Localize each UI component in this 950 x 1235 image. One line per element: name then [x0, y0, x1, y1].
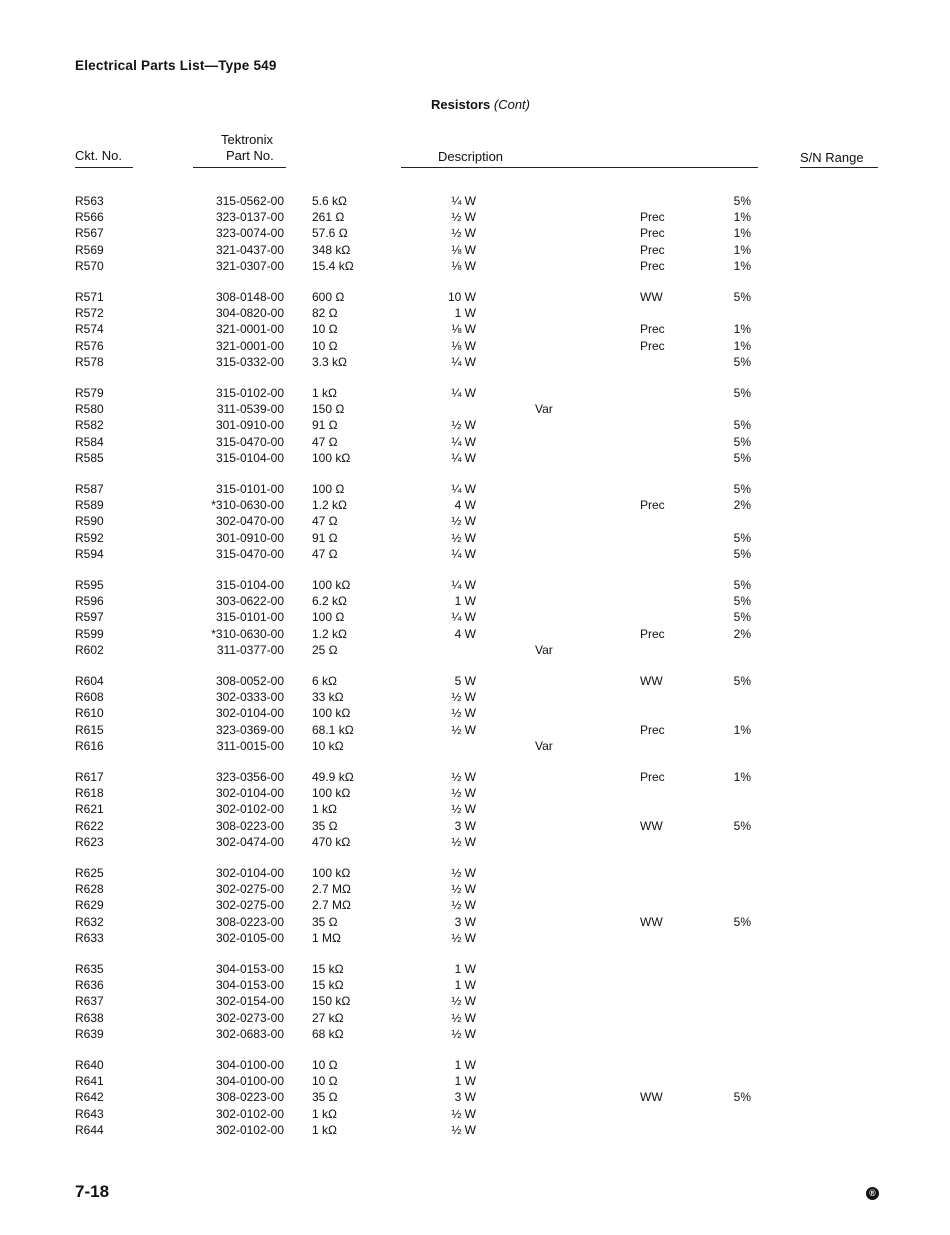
ckt-number: R572: [75, 306, 104, 321]
resistance-value: 6 kΩ: [312, 674, 337, 688]
ckt-number: R590: [75, 514, 104, 529]
part-number: 315-0101-00: [215, 482, 284, 496]
column-header-part-no-line1: Tektronix: [221, 132, 274, 147]
resistance-value: 348 kΩ: [312, 242, 351, 257]
resistance-value: 5.6 kΩ: [312, 194, 347, 208]
resistance-value: 1 kΩ: [312, 802, 337, 817]
column-header-part-no-line2: Part No.: [226, 148, 274, 163]
tolerance: 1%: [733, 722, 751, 737]
ckt-number: R566: [75, 210, 104, 225]
resistor-type: WW: [640, 290, 663, 304]
ckt-number: R597: [75, 610, 104, 625]
part-number: 308-0223-00: [215, 818, 284, 833]
ckt-number: R589: [75, 498, 104, 513]
power-rating: ¼ W: [451, 482, 476, 496]
power-rating: ½ W: [451, 1010, 476, 1025]
tolerance: 5%: [733, 354, 751, 369]
resistance-value: 10 Ω: [312, 338, 338, 353]
resistance-value: 68.1 kΩ: [312, 722, 354, 737]
part-number: 315-0470-00: [215, 434, 284, 449]
part-number: 311-0539-00: [216, 402, 284, 417]
power-rating: 1 W: [454, 978, 476, 993]
tolerance: 5%: [733, 194, 751, 208]
resistance-value: 6.2 kΩ: [312, 594, 347, 609]
tolerance: 5%: [733, 418, 751, 433]
part-number: 302-0102-00: [215, 802, 284, 817]
tolerance: 5%: [733, 434, 751, 449]
ckt-number: R643: [75, 1106, 104, 1121]
tolerance: 5%: [733, 1090, 751, 1105]
part-number: 301-0910-00: [215, 530, 284, 545]
ckt-number: R567: [75, 226, 104, 241]
part-number: 315-0332-00: [215, 354, 284, 369]
resistance-value: 47 Ω: [312, 546, 338, 561]
ckt-number: R633: [75, 930, 104, 945]
resistance-value: 35 Ω: [312, 818, 338, 833]
tolerance: 1%: [733, 338, 751, 353]
part-number: 302-0154-00: [215, 994, 284, 1009]
tolerance: 1%: [733, 210, 751, 225]
part-number: 302-0104-00: [215, 706, 284, 721]
power-rating: ½ W: [451, 834, 476, 849]
power-rating: ½ W: [451, 226, 476, 241]
power-rating: ⅛ W: [451, 338, 476, 353]
ckt-number: R640: [75, 1058, 104, 1072]
ckt-number: R616: [75, 738, 104, 753]
power-rating: 3 W: [454, 818, 476, 833]
tolerance: 2%: [733, 498, 751, 513]
resistance-value: 47 Ω: [312, 514, 338, 529]
part-number: 304-0820-00: [215, 306, 284, 321]
column-rule-sn-range: [800, 167, 878, 168]
part-number: *310-0630-00: [211, 626, 284, 641]
part-number: 302-0275-00: [215, 898, 284, 913]
tolerance: 5%: [733, 546, 751, 561]
part-number: 302-0333-00: [215, 690, 284, 705]
ckt-number: R584: [75, 434, 104, 449]
column-rule-description: [401, 167, 758, 168]
resistance-value: 1 kΩ: [312, 1122, 337, 1137]
page-header-title: Electrical Parts List—Type 549: [75, 58, 277, 73]
resistance-value: 150 kΩ: [312, 994, 351, 1009]
part-number: 315-0104-00: [215, 578, 284, 592]
power-rating: 1 W: [454, 962, 476, 976]
resistance-value: 600 Ω: [312, 290, 345, 304]
power-rating: ½ W: [451, 418, 476, 433]
tolerance: 5%: [733, 610, 751, 625]
resistance-value: 27 kΩ: [312, 1010, 344, 1025]
resistance-value: 91 Ω: [312, 418, 338, 433]
power-rating: ½ W: [451, 866, 476, 880]
ckt-number: R578: [75, 354, 104, 369]
ckt-number: R618: [75, 786, 104, 801]
tolerance: 1%: [733, 322, 751, 337]
resistance-value: 35 Ω: [312, 914, 338, 929]
power-rating: ½ W: [451, 706, 476, 721]
part-number: 315-0101-00: [215, 610, 284, 625]
resistance-value: 2.7 MΩ: [312, 898, 351, 913]
ckt-number: R608: [75, 690, 104, 705]
part-number: 323-0356-00: [215, 770, 284, 784]
part-number: 321-0001-00: [215, 322, 284, 337]
part-number: 315-0562-00: [215, 194, 284, 208]
power-rating: ½ W: [451, 514, 476, 529]
resistance-value: 470 kΩ: [312, 834, 351, 849]
part-number: *310-0630-00: [211, 498, 284, 513]
power-rating: 3 W: [454, 1090, 476, 1105]
resistance-value: 15 kΩ: [312, 978, 344, 993]
part-number: 302-0102-00: [215, 1122, 284, 1137]
resistance-value: 10 Ω: [312, 1058, 338, 1072]
resistance-value: 100 kΩ: [312, 866, 351, 880]
power-rating: 4 W: [454, 626, 476, 641]
part-number: 304-0153-00: [215, 978, 284, 993]
power-rating: ½ W: [451, 802, 476, 817]
part-number: 308-0223-00: [215, 1090, 284, 1105]
power-rating: ¼ W: [451, 194, 476, 208]
part-number: 304-0100-00: [215, 1058, 284, 1072]
resistance-value: 57.6 Ω: [312, 226, 348, 241]
part-number: 315-0470-00: [215, 546, 284, 561]
resistance-value: 35 Ω: [312, 1090, 338, 1105]
part-number: 311-0377-00: [216, 642, 284, 657]
tolerance: 1%: [733, 242, 751, 257]
resistance-value: 100 kΩ: [312, 786, 351, 801]
resistance-value: 10 Ω: [312, 1074, 338, 1089]
power-rating: ½ W: [451, 994, 476, 1009]
power-rating: ¼ W: [451, 546, 476, 561]
resistor-type: WW: [640, 674, 663, 688]
power-rating: ⅛ W: [451, 242, 476, 257]
part-number: 308-0052-00: [215, 674, 284, 688]
power-rating: ¼ W: [451, 450, 476, 465]
power-rating: ½ W: [451, 690, 476, 705]
part-number: 308-0148-00: [215, 290, 284, 304]
power-rating: ¼ W: [451, 354, 476, 369]
ckt-number: R602: [75, 642, 104, 657]
part-number: 321-0307-00: [215, 258, 284, 273]
power-rating: ⅛ W: [451, 322, 476, 337]
ckt-number: R582: [75, 418, 104, 433]
ckt-number: R623: [75, 834, 104, 849]
power-rating: ½ W: [451, 786, 476, 801]
power-rating: ½ W: [451, 1122, 476, 1137]
resistor-type: Prec: [640, 626, 665, 641]
tolerance: 5%: [733, 914, 751, 929]
resistor-type: Prec: [640, 722, 665, 737]
resistance-value: 15 kΩ: [312, 962, 344, 976]
column-rule-ckt-no: [75, 167, 133, 168]
part-number: 321-0001-00: [215, 338, 284, 353]
ckt-number: R641: [75, 1074, 104, 1089]
part-number: 311-0015-00: [216, 738, 284, 753]
part-number: 315-0104-00: [215, 450, 284, 465]
resistor-type: Prec: [640, 338, 665, 353]
part-number: 302-0102-00: [215, 1106, 284, 1121]
tolerance: 5%: [733, 674, 751, 688]
resistance-value: 100 Ω: [312, 610, 345, 625]
resistance-value: 2.7 MΩ: [312, 882, 351, 897]
publisher-logo: ®: [866, 1187, 879, 1200]
power-rating: ½ W: [451, 882, 476, 897]
part-number: 323-0369-00: [215, 722, 284, 737]
power-rating: 3 W: [454, 914, 476, 929]
tolerance: 5%: [733, 450, 751, 465]
section-title: [431, 97, 530, 112]
part-number: 302-0275-00: [215, 882, 284, 897]
power-rating: 1 W: [454, 306, 476, 321]
part-number: 302-0683-00: [215, 1026, 284, 1041]
ckt-number: R632: [75, 914, 104, 929]
ckt-number: R629: [75, 898, 104, 913]
ckt-number: R596: [75, 594, 104, 609]
ckt-number: R587: [75, 482, 104, 496]
ckt-number: R569: [75, 242, 104, 257]
ckt-number: R610: [75, 706, 104, 721]
resistance-value: 1 MΩ: [312, 930, 341, 945]
resistor-type: Prec: [640, 226, 665, 241]
ckt-number: R638: [75, 1010, 104, 1025]
resistance-value: 68 kΩ: [312, 1026, 344, 1041]
power-rating: 5 W: [454, 674, 476, 688]
ckt-number: R644: [75, 1122, 104, 1137]
resistance-value: 91 Ω: [312, 530, 338, 545]
resistance-value: 100 kΩ: [312, 706, 351, 721]
ckt-number: R628: [75, 882, 104, 897]
power-rating: ½ W: [451, 898, 476, 913]
resistance-value: 1.2 kΩ: [312, 626, 347, 641]
ckt-number: R615: [75, 722, 104, 737]
ckt-number: R576: [75, 338, 104, 353]
part-number: 304-0100-00: [215, 1074, 284, 1089]
part-number: 301-0910-00: [215, 418, 284, 433]
tolerance: 5%: [733, 386, 751, 400]
ckt-number: R585: [75, 450, 104, 465]
resistance-value: 47 Ω: [312, 434, 338, 449]
resistor-type: Prec: [640, 770, 665, 784]
ckt-number: R570: [75, 258, 104, 273]
part-number: 302-0104-00: [215, 786, 284, 801]
resistor-type: Prec: [640, 242, 665, 257]
variable-flag: Var: [535, 738, 553, 753]
tolerance: 1%: [733, 258, 751, 273]
resistor-type: WW: [640, 1090, 663, 1105]
power-rating: ½ W: [451, 770, 476, 784]
ckt-number: R580: [75, 402, 104, 417]
column-rule-part-no: [193, 167, 286, 168]
resistance-value: 15.4 kΩ: [312, 258, 354, 273]
power-rating: 1 W: [454, 1074, 476, 1089]
resistance-value: 33 kΩ: [312, 690, 344, 705]
tolerance: 1%: [733, 770, 751, 784]
power-rating: 1 W: [454, 594, 476, 609]
resistance-value: 25 Ω: [312, 642, 338, 657]
power-rating: ¼ W: [451, 578, 476, 592]
ckt-number: R599: [75, 626, 104, 641]
ckt-number: R604: [75, 674, 104, 688]
ckt-number: R642: [75, 1090, 104, 1105]
ckt-number: R637: [75, 994, 104, 1009]
resistance-value: 100 kΩ: [312, 450, 351, 465]
ckt-number: R635: [75, 962, 104, 976]
part-number: 302-0105-00: [215, 930, 284, 945]
power-rating: ½ W: [451, 930, 476, 945]
part-number: 304-0153-00: [215, 962, 284, 976]
resistor-type: Prec: [640, 258, 665, 273]
resistance-value: 10 kΩ: [312, 738, 344, 753]
tolerance: 5%: [733, 482, 751, 496]
ckt-number: R574: [75, 322, 104, 337]
ckt-number: R563: [75, 194, 104, 208]
section-title-main: Resistors: [431, 97, 491, 112]
page-number: 7-18: [75, 1182, 110, 1201]
column-header-sn-range: S/N Range: [800, 150, 864, 165]
part-number: 323-0137-00: [215, 210, 284, 225]
tolerance: 2%: [733, 626, 751, 641]
ckt-number: R636: [75, 978, 104, 993]
tolerance: 5%: [733, 578, 751, 592]
part-number: 323-0074-00: [215, 226, 284, 241]
power-rating: ½ W: [451, 1026, 476, 1041]
part-number: 302-0470-00: [215, 514, 284, 529]
ckt-number: R592: [75, 530, 104, 545]
part-number: 315-0102-00: [215, 386, 284, 400]
part-number: 308-0223-00: [215, 914, 284, 929]
part-number: 302-0104-00: [215, 866, 284, 880]
ckt-number: R617: [75, 770, 104, 784]
power-rating: 10 W: [447, 290, 476, 304]
resistance-value: 1.2 kΩ: [312, 498, 347, 513]
power-rating: 4 W: [454, 498, 476, 513]
tolerance: 1%: [733, 226, 751, 241]
resistor-type: Prec: [640, 322, 665, 337]
part-number: 302-0474-00: [215, 834, 284, 849]
ckt-number: R625: [75, 866, 104, 880]
part-number: 303-0622-00: [215, 594, 284, 609]
resistance-value: 1 kΩ: [312, 386, 337, 400]
power-rating: ½ W: [451, 1106, 476, 1121]
resistor-type: WW: [640, 914, 663, 929]
power-rating: ½ W: [451, 530, 476, 545]
resistance-value: 1 kΩ: [312, 1106, 337, 1121]
resistor-type: WW: [640, 818, 663, 833]
power-rating: ¼ W: [451, 386, 476, 400]
part-number: 321-0437-00: [215, 242, 284, 257]
tolerance: 5%: [733, 594, 751, 609]
power-rating: ⅛ W: [451, 258, 476, 273]
part-number: 302-0273-00: [215, 1010, 284, 1025]
power-rating: ½ W: [451, 210, 476, 225]
ckt-number: R595: [75, 578, 104, 592]
power-rating: ½ W: [451, 722, 476, 737]
ckt-number: R594: [75, 546, 104, 561]
resistance-value: 261 Ω: [312, 210, 345, 225]
resistance-value: 3.3 kΩ: [312, 354, 347, 369]
ckt-number: R621: [75, 802, 104, 817]
tolerance: 5%: [733, 290, 751, 304]
resistance-value: 100 Ω: [312, 482, 345, 496]
power-rating: ¼ W: [451, 434, 476, 449]
power-rating: 1 W: [454, 1058, 476, 1072]
resistor-type: Prec: [640, 210, 665, 225]
resistor-type: Prec: [640, 498, 665, 513]
ckt-number: R571: [75, 290, 104, 304]
ckt-number: R639: [75, 1026, 104, 1041]
resistance-value: 100 kΩ: [312, 578, 351, 592]
section-title-cont: (Cont): [493, 97, 530, 112]
resistance-value: 150 Ω: [312, 402, 345, 417]
column-header-description: Description: [438, 149, 504, 164]
ckt-number: R579: [75, 386, 104, 400]
resistance-value: 82 Ω: [312, 306, 338, 321]
variable-flag: Var: [535, 402, 553, 417]
resistance-value: 10 Ω: [312, 322, 338, 337]
tolerance: 5%: [733, 530, 751, 545]
resistance-value: 49.9 kΩ: [312, 770, 354, 784]
column-header-ckt-no: Ckt. No.: [75, 148, 122, 163]
tolerance: 5%: [733, 818, 751, 833]
power-rating: ¼ W: [451, 610, 476, 625]
variable-flag: Var: [535, 642, 553, 657]
ckt-number: R622: [75, 818, 104, 833]
